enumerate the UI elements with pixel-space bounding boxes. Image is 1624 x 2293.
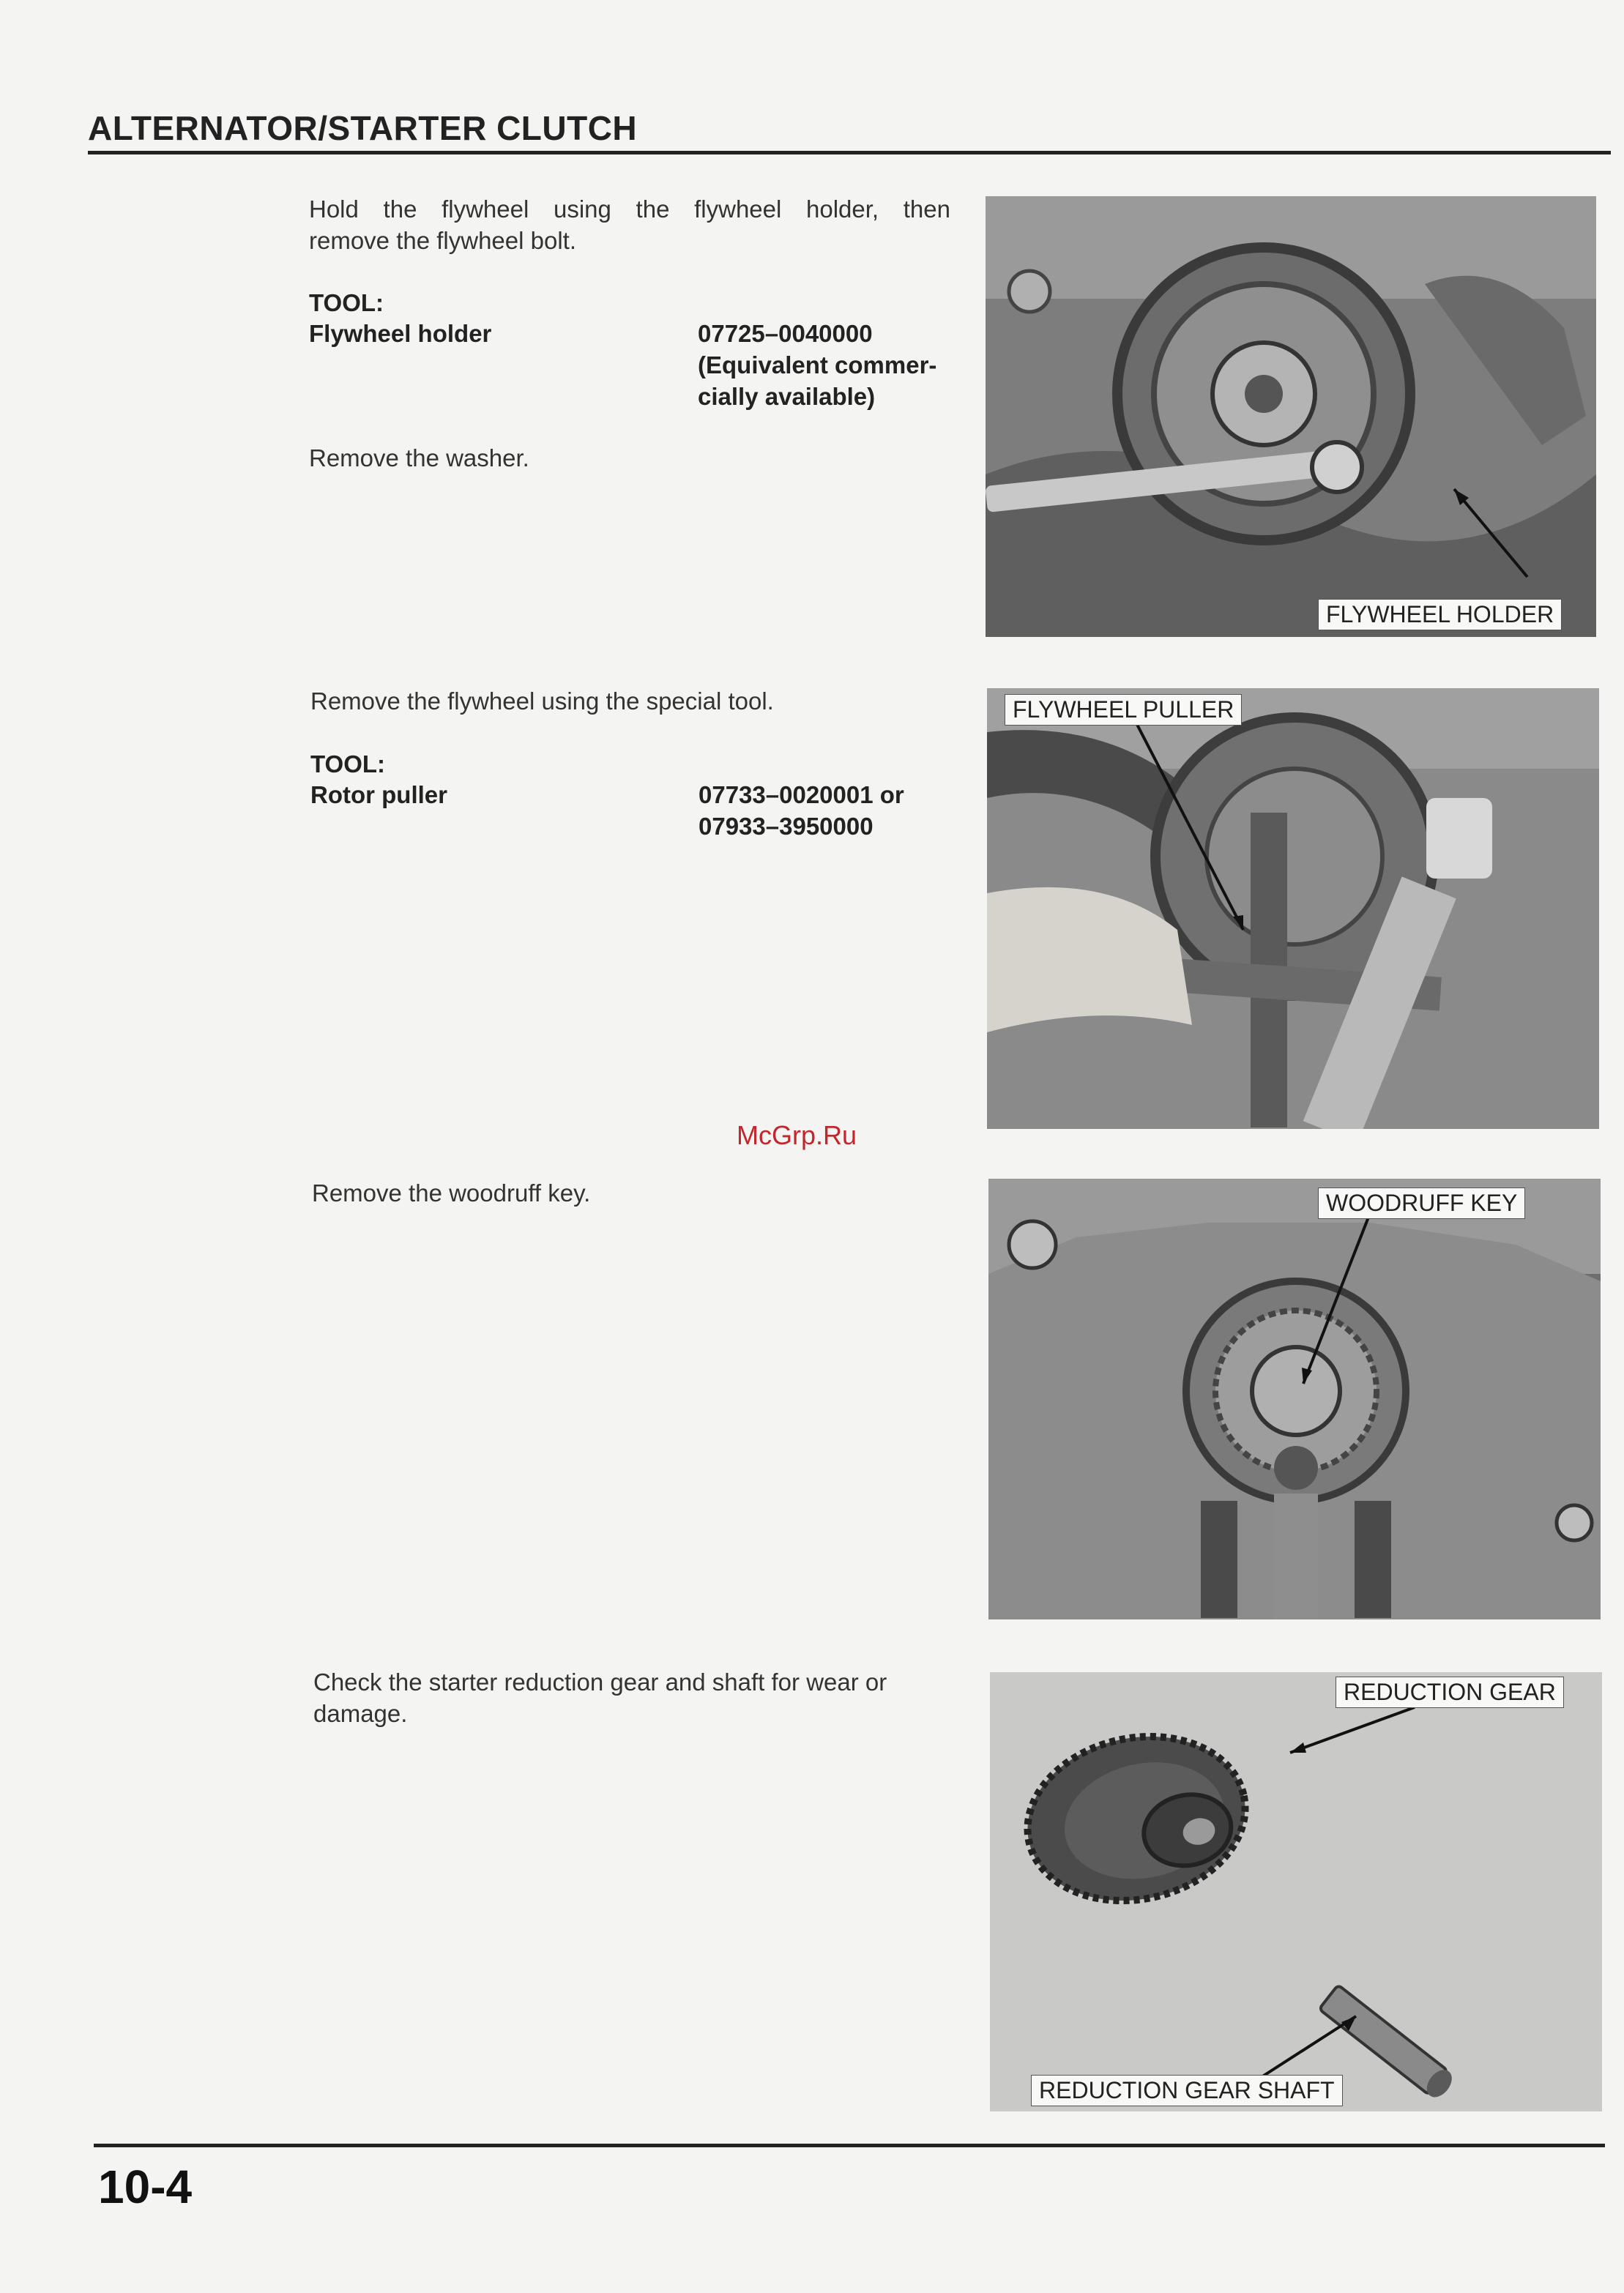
callout-reduction-gear-shaft: REDUCTION GEAR SHAFT: [1031, 2075, 1343, 2106]
section-title: ALTERNATOR/STARTER CLUTCH: [88, 109, 638, 147]
step-2-instruction: Remove the flywheel using the special tool.: [310, 687, 774, 715]
step-1-extra-instruction: Remove the washer.: [309, 444, 529, 471]
step-2-tool-name: Rotor puller: [310, 781, 447, 808]
step-1-tool-number: [698, 318, 936, 412]
step-1-tool-heading: TOOL:: [309, 289, 384, 316]
text-line: Hold the flywheel using the flywheel holder, then: [309, 195, 950, 223]
step-2-tool-heading: TOOL:: [310, 750, 386, 778]
reduction-gear-photo: [990, 1672, 1602, 2111]
footer-rule: [94, 2144, 1605, 2147]
text-line: remove the flywheel bolt.: [309, 227, 577, 254]
flywheel-holder-photo: [986, 196, 1596, 637]
page-number: 10-4: [98, 2160, 193, 2213]
watermark: McGrp.Ru: [737, 1120, 857, 1150]
step-1-instruction: [309, 193, 950, 256]
step-1-tool-name: Flywheel holder: [309, 320, 492, 347]
tool-number-line: (Equivalent commer-: [698, 351, 937, 379]
text-line: Check the starter reduction gear and shaft for wear or: [313, 1669, 887, 1696]
step-2-tool-number: [699, 779, 904, 842]
tool-number-line: cially available): [698, 383, 876, 410]
tool-number-line: 07733–0020001 or: [699, 781, 904, 808]
woodruff-key-photo: [988, 1179, 1601, 1619]
callout-flywheel-puller: FLYWHEEL PULLER: [1005, 694, 1242, 726]
flywheel-puller-photo: [987, 688, 1599, 1129]
callout-reduction-gear: REDUCTION GEAR: [1336, 1677, 1564, 1708]
text-line: damage.: [313, 1700, 408, 1727]
header-rule: [88, 151, 1611, 154]
step-4-instruction: [313, 1666, 958, 1729]
step-3-instruction: Remove the woodruff key.: [312, 1179, 591, 1207]
callout-flywheel-holder: FLYWHEEL HOLDER: [1318, 599, 1562, 630]
tool-number-line: 07933–3950000: [699, 813, 874, 840]
tool-number-line: 07725–0040000: [698, 320, 873, 347]
callout-woodruff-key: WOODRUFF KEY: [1318, 1187, 1525, 1219]
